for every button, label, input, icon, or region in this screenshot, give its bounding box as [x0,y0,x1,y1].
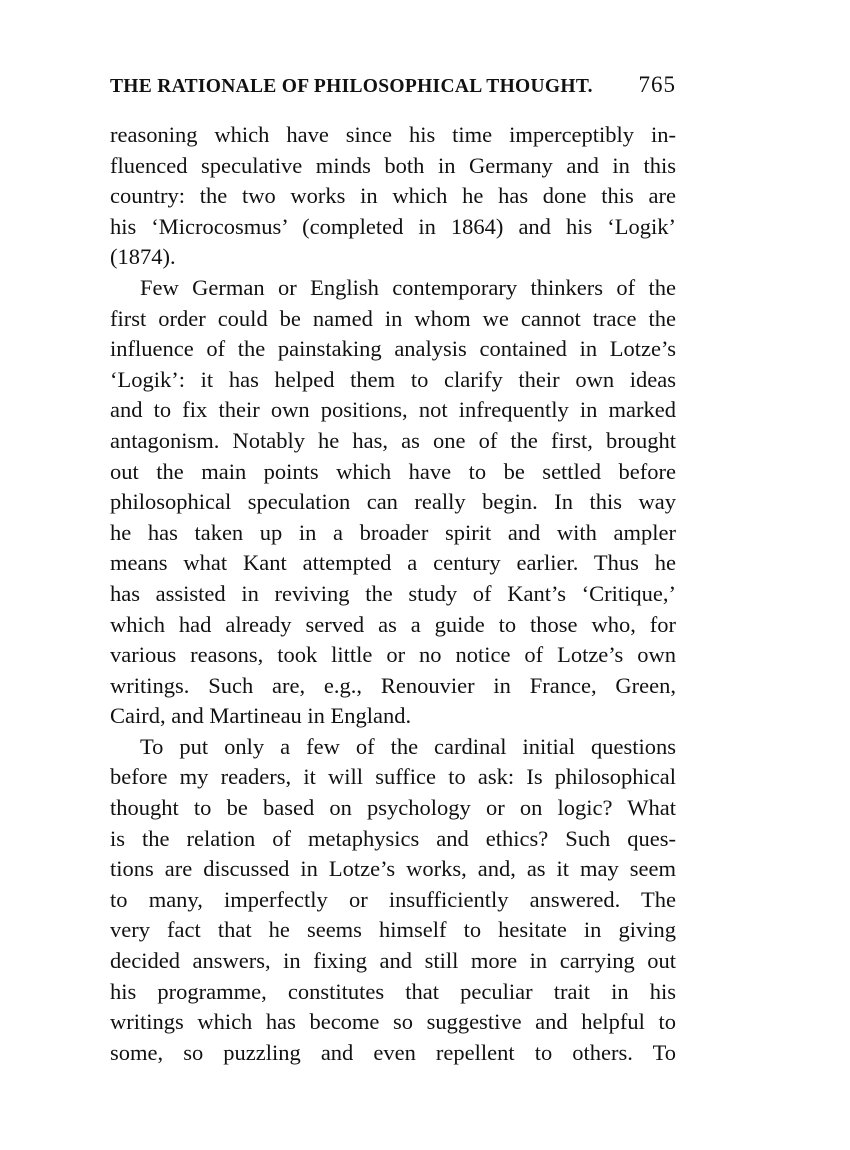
text-line: various reasons, took little or no notice of Lotze’s own [110,642,676,668]
page-number: 765 [638,72,676,97]
text-line: is the relation of metaphysics and ethics? Such ques- [110,825,676,851]
text-line: writings which has become so suggestive and helpful to [110,1009,676,1035]
text-line: (1874). [110,244,176,270]
running-header [110,72,676,98]
text-line: and to fix their own positions, not infrequently in marked [110,397,676,423]
paragraph-first-line: To put only a few of the cardinal initial questions [140,733,676,759]
text-line: reasoning which have since his time imperceptibly in- [110,122,676,147]
text-line: has assisted in reviving the study of Kant’s ‘Critique,’ [110,580,676,606]
text-line: very fact that he seems himself to hesitate in giving [110,917,676,943]
text-line: influence of the painstaking analysis contained in Lotze’s [110,336,676,362]
text-line: philosophical speculation can really begin. In this way [110,489,676,515]
text-line: means what Kant attempted a century earlier. Thus he [110,550,676,576]
text-line: decided answers, in fixing and still more in carrying out [110,948,676,974]
text-line: country: the two works in which he has done this are [110,183,676,209]
text-line: ‘Logik’: it has helped them to clarify their own ideas [110,366,676,392]
running-title: THE RATIONALE OF PHILOSOPHICAL THOUGHT. [110,76,593,97]
text-line: out the main points which have to be settled before [110,458,676,484]
text-line: first order could be named in whom we cannot trace the [110,305,676,331]
text-line: he has taken up in a broader spirit and with ampler [110,519,676,545]
text-line: which had already served as a guide to those who, for [110,611,676,637]
text-line: thought to be based on psychology or on logic? What [110,795,676,821]
text-line: some, so puzzling and even repellent to others. To [110,1039,676,1065]
text-line: writings. Such are, e.g., Renouvier in France, Green, [110,672,676,698]
paragraph-first-line: Few German or English contemporary thinkers of the [140,274,676,300]
text-line: fluenced speculative minds both in Germany and in this [110,152,676,178]
text-line: tions are discussed in Lotze’s works, and, as it may seem [110,856,676,882]
body-text [110,120,676,1068]
text-line: his ‘Microcosmus’ (completed in 1864) and his ‘Logik’ [110,213,676,239]
text-line: Caird, and Martineau in England. [110,703,412,729]
text-line: to many, imperfectly or insufficiently answered. The [110,886,676,912]
text-line: his programme, constitutes that peculiar trait in his [110,978,676,1004]
text-line: antagonism. Notably he has, as one of the first, brought [110,427,676,453]
text-line: before my readers, it will suffice to ask: Is philosophical [110,764,676,790]
